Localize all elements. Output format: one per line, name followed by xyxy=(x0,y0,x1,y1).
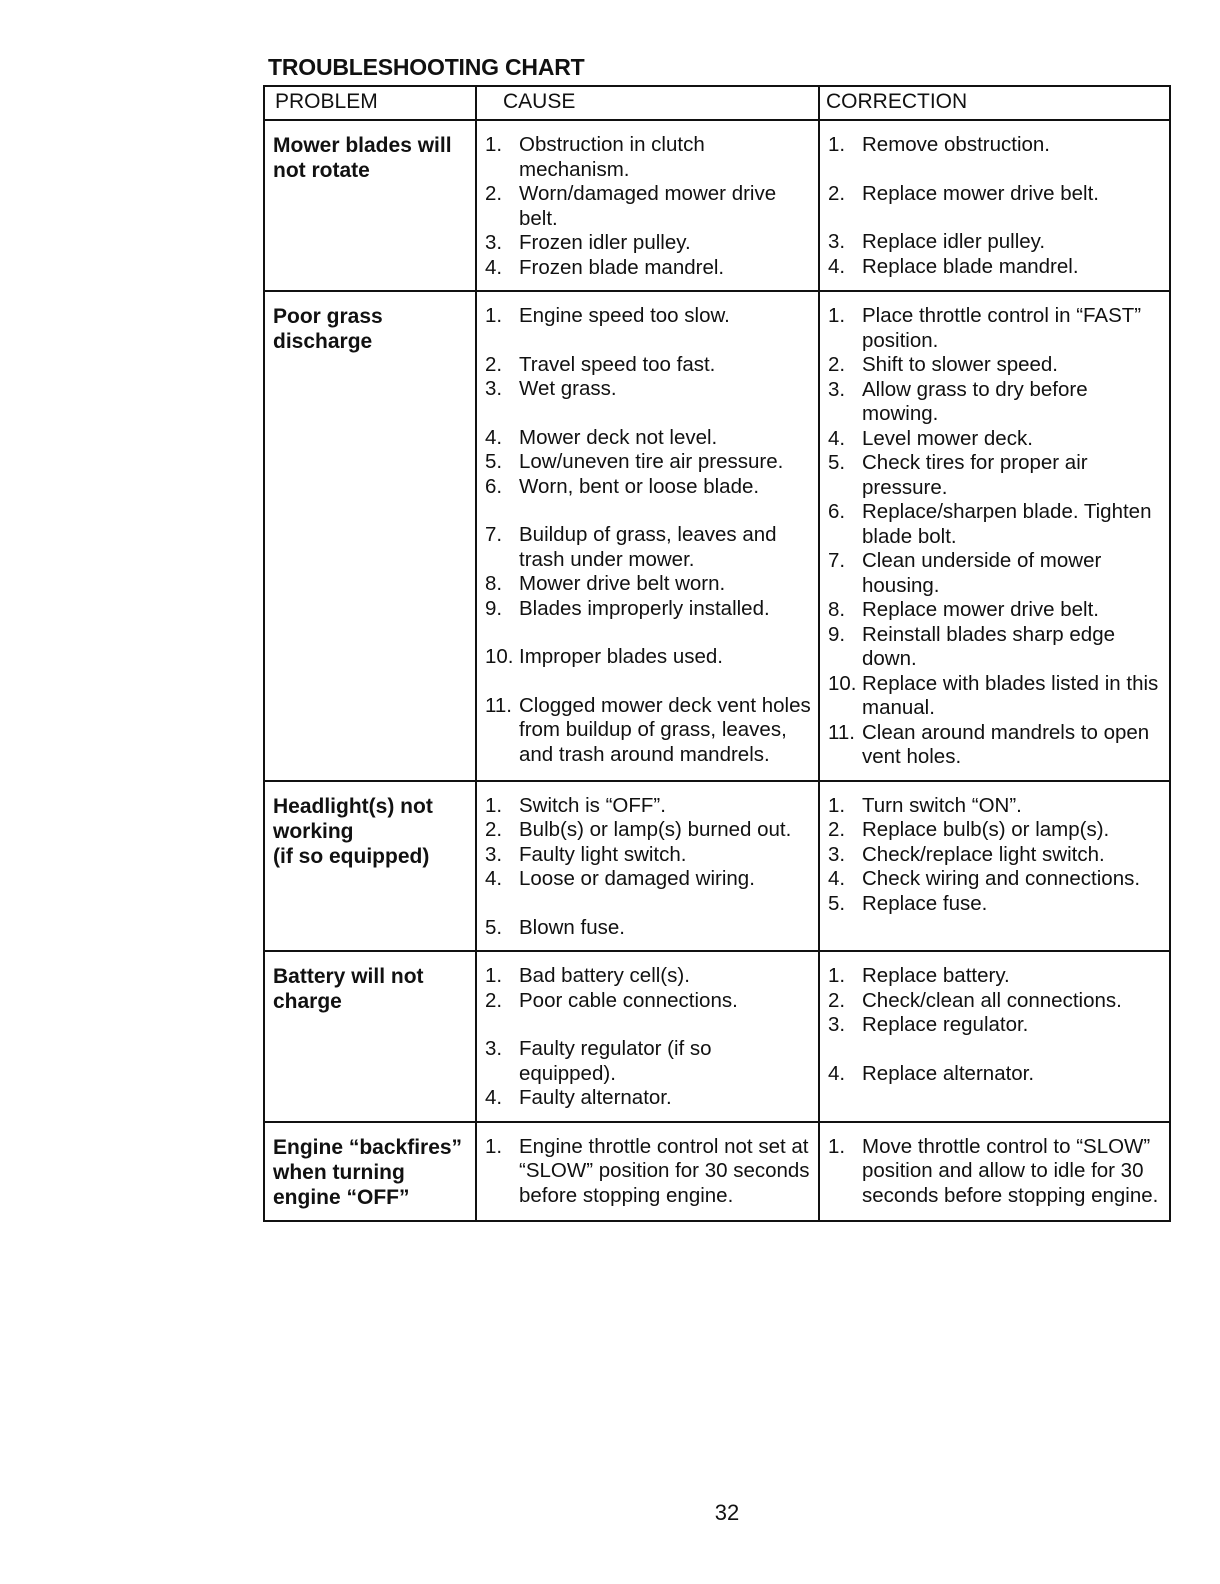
problem-cell: Engine “backfires” when turning engine “OFF” xyxy=(265,1123,477,1220)
correction-item: 10. Replace with blades listed in this manual. xyxy=(828,671,1159,719)
correction-cell xyxy=(820,1123,1169,1220)
correction-item: 4. Level mower deck. xyxy=(828,426,1033,450)
header-cause: CAUSE xyxy=(477,87,820,119)
correction-item: 6. Replace/sharpen blade. Tighten blade bolt. xyxy=(828,500,1152,548)
correction-item: 3. Allow grass to dry before mowing. xyxy=(828,377,1088,425)
problem-cell: Headlight(s) not working (if so equipped) xyxy=(265,782,477,951)
cause-item: 4. Faulty alternator. xyxy=(485,1086,672,1109)
cause-item: 3. Faulty light switch. xyxy=(485,842,687,866)
cause-cell xyxy=(477,121,820,290)
cause-item: 1. Engine speed too slow. xyxy=(485,304,730,327)
problem-cell: Battery will not charge xyxy=(265,952,477,1121)
correction-item: 5. Replace fuse. xyxy=(828,891,988,915)
correction-item: 4. Replace alternator. xyxy=(828,1061,1035,1085)
correction-item: 3. Check/replace light switch. xyxy=(828,842,1105,866)
correction-cell xyxy=(820,782,1169,951)
cause-item: 1. Engine throttle control not set at “SLOW” position for 30 seconds before stopping engine. xyxy=(485,1134,810,1207)
cause-item: 2. Poor cable connections. xyxy=(485,988,738,1012)
cause-item: 3. Faulty regulator (if so equipped). xyxy=(485,1037,712,1085)
cause-cell xyxy=(477,1123,820,1220)
cause-item: 2. Worn/damaged mower drive belt. xyxy=(485,182,777,230)
page-number: 32 xyxy=(714,1500,740,1525)
correction-item: 9. Reinstall blades sharp edge down. xyxy=(828,622,1115,670)
cause-item: 1. Bad battery cell(s). xyxy=(485,964,690,987)
correction-item: 7. Clean underside of mower housing. xyxy=(828,549,1102,597)
cause-item: 7. Buildup of grass, leaves and trash under mower. xyxy=(485,523,777,571)
correction-item: 5. Check tires for proper air pressure. xyxy=(828,451,1088,499)
correction-item: 2. Shift to slower speed. xyxy=(828,353,1058,376)
correction-item: 1. Move throttle control to “SLOW” position and allow to idle for 30 seconds before stopping engine. xyxy=(828,1134,1159,1207)
cause-item: 5. Low/uneven tire air pressure. xyxy=(485,450,784,473)
troubleshooting-table xyxy=(263,85,1171,1222)
cause-item: 4. Mower deck not level. xyxy=(485,425,718,449)
correction-item: 2. Replace mower drive belt. xyxy=(828,181,1099,205)
table-row xyxy=(265,292,1169,782)
table-row xyxy=(265,1123,1169,1220)
cause-cell xyxy=(477,292,820,780)
correction-item: 1. Remove obstruction. xyxy=(828,133,1051,156)
correction-item: 11. Clean around mandrels to open vent holes. xyxy=(828,720,1150,768)
correction-item: 8. Replace mower drive belt. xyxy=(828,598,1099,621)
table-header xyxy=(265,87,1169,121)
header-problem: PROBLEM xyxy=(265,87,477,119)
problem-cell: Mower blades will not rotate xyxy=(265,121,477,290)
cause-item: 6. Worn, bent or loose blade. xyxy=(485,474,760,498)
header-correction: CORRECTION xyxy=(826,90,968,113)
cause-item: 10. Improper blades used. xyxy=(485,645,723,668)
cause-item: 11. Clogged mower deck vent holes from buildup of grass, leaves, and trash around mandrels. xyxy=(485,693,811,766)
cause-item: 3. Wet grass. xyxy=(485,377,617,400)
correction-item: 1. Place throttle control in “FAST” position. xyxy=(828,304,1142,352)
correction-item: 4. Check wiring and connections. xyxy=(828,867,1141,890)
table-row xyxy=(265,121,1169,292)
cause-item: 5. Blown fuse. xyxy=(485,915,625,939)
cause-cell xyxy=(477,782,820,951)
cause-item: 2. Travel speed too fast. xyxy=(485,352,716,376)
table-row xyxy=(265,782,1169,953)
correction-cell xyxy=(820,292,1169,780)
page-title: TROUBLESHOOTING CHART xyxy=(268,54,585,80)
cause-item: 1. Obstruction in clutch mechanism. xyxy=(485,133,705,181)
correction-item: 2. Replace bulb(s) or lamp(s). xyxy=(828,818,1110,841)
cause-item: 4. Loose or damaged wiring. xyxy=(485,867,755,890)
correction-cell xyxy=(820,121,1169,290)
correction-item: 3. Replace regulator. xyxy=(828,1013,1029,1036)
cause-item: 9. Blades improperly installed. xyxy=(485,596,770,620)
cause-item: 8. Mower drive belt worn. xyxy=(485,572,726,595)
problem-cell: Poor grass discharge xyxy=(265,292,477,780)
cause-item: 4. Frozen blade mandrel. xyxy=(485,255,725,279)
correction-item: 4. Replace blade mandrel. xyxy=(828,254,1079,278)
correction-item: 2. Check/clean all connections. xyxy=(828,988,1122,1012)
correction-item: 3. Replace idler pulley. xyxy=(828,230,1046,253)
cause-cell xyxy=(477,952,820,1121)
cause-item: 1. Switch is “OFF”. xyxy=(485,793,666,817)
correction-item: 1. Turn switch “ON”. xyxy=(828,793,1022,817)
correction-item: 1. Replace battery. xyxy=(828,964,1010,987)
table-row xyxy=(265,952,1169,1123)
cause-item: 3. Frozen idler pulley. xyxy=(485,231,691,254)
cause-item: 2. Bulb(s) or lamp(s) burned out. xyxy=(485,818,792,841)
correction-cell xyxy=(820,952,1169,1121)
